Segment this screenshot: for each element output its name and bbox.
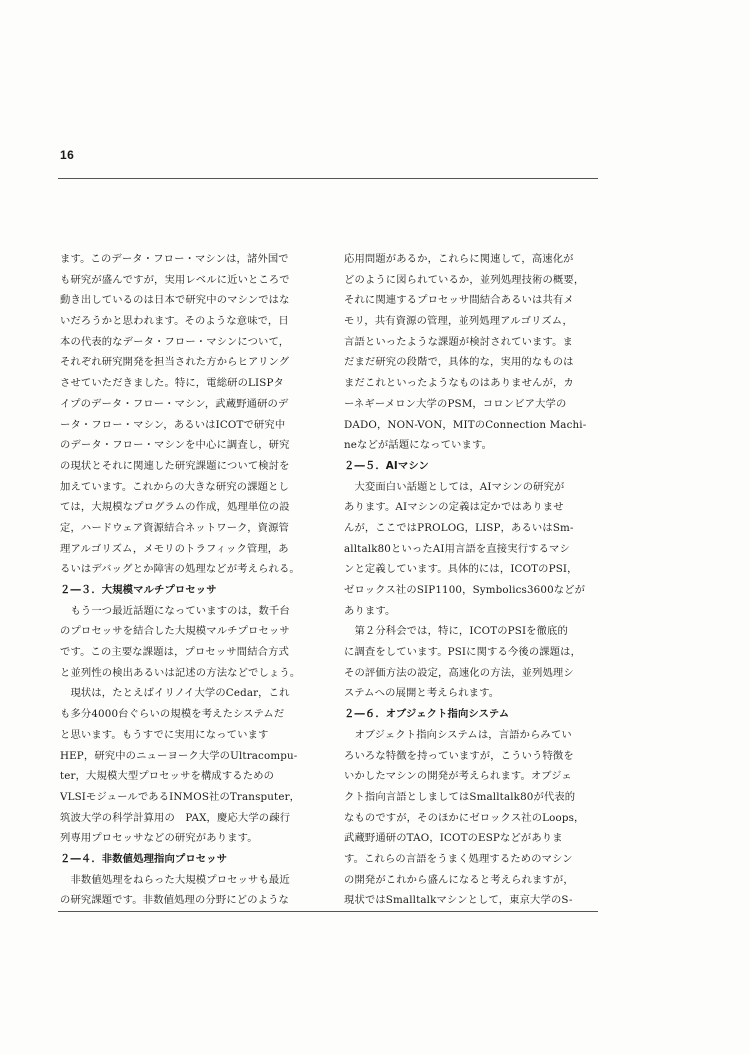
text-line: 非数値処理をねらった大規模プロセッサも最近 <box>60 873 290 886</box>
text-line: あります。AIマシンの定義は定かではありませ <box>344 501 564 514</box>
text-line: の開発がこれから盛んになると考えられますが， <box>344 873 574 886</box>
text-line: alltalk80といったAI用言語を直接実行するマシ <box>344 542 570 555</box>
text-line: 動き出しているのは日本で研究中のマシンではな <box>60 294 290 307</box>
text-line: DADO，NON-VON，MITのConnection Machi- <box>344 418 587 431</box>
header-rule <box>58 178 598 179</box>
text-line: んが，ここではPROLOG，LISP，あるいはSm- <box>344 521 574 534</box>
text-line: 現状は，たとえばイリノイ大学のCedar，これ <box>60 687 290 700</box>
text-line: ーネギーメロン大学のPSM，コロンビア大学の <box>344 397 567 410</box>
text-line: HEP，研究中のニューヨーク大学のUltracompu- <box>60 749 298 762</box>
text-line: だまだ研究の段階で，具体的な，実用的なものは <box>344 356 574 369</box>
text-line: 筑波大学の科学計算用の PAX，慶応大学の疎行 <box>60 811 291 824</box>
page-number: 16 <box>60 148 75 162</box>
text-line: ステムへの展開と考えられます。 <box>344 687 500 700</box>
right-column <box>344 249 606 911</box>
text-line: なものですが，そのほかにゼロックス社のLoops， <box>344 811 585 824</box>
text-line: も多分4000台ぐらいの規模を考えたシステムだ <box>60 708 285 721</box>
text-line: ータ・フロー・マシン，あるいはICOTで研究中 <box>60 418 286 431</box>
text-line: 定，ハードウェア資源結合ネットワーク，資源管 <box>60 521 290 534</box>
section-heading: ２―３．大規模マルチプロセッサ <box>60 584 217 596</box>
text-line: 本の代表的なデータ・フロー・マシンについて， <box>60 335 290 348</box>
text-line: それに関連するプロセッサ間結合あるいは共有メ <box>344 294 574 307</box>
text-line: 応用問題があるか，これらに関連して，高速化が <box>344 253 574 265</box>
text-line: のプロセッサを結合した大規模マルチプロセッサ <box>60 625 290 638</box>
text-line: VLSIモジュールであるINMOS社のTransputer， <box>60 790 301 803</box>
text-line: ろいろな特徴を持っていますが，こういう特徴を <box>344 749 574 762</box>
text-line: いかしたマシンの開発が考えられます。オブジェ <box>344 770 572 783</box>
text-line: のデータ・フロー・マシンを中心に調査し，研究 <box>60 439 290 452</box>
text-line: 加えています。これからの大きな研究の課題とし <box>60 480 290 493</box>
text-line: もう一つ最近話題になっていますのは，数千台 <box>60 604 290 617</box>
text-line: です。この主要な課題は，プロセッサ間結合方式 <box>60 646 290 659</box>
text-line: に調査をしています。PSIに関する今後の課題は， <box>344 646 582 659</box>
text-line: るいはデバッグとか障害の処理などが考えられる。 <box>60 563 300 576</box>
text-line: の研究課題です。非数値処理の分野にどのような <box>60 894 290 907</box>
text-line: オブジェクト指向システムは，言語からみてい <box>344 728 572 741</box>
text-line: 第２分科会では，特に，ICOTのPSIを徹底的 <box>344 625 568 638</box>
text-line: 理アルゴリズム，メモリのトラフィック管理，あ <box>60 542 289 555</box>
left-column <box>60 249 322 911</box>
text-line: 列専用プロセッサなどの研究があります。 <box>60 832 258 845</box>
text-line: 大変面白い話題としては，AIマシンの研究が <box>344 480 565 493</box>
text-line: も研究が盛んですが，実用レベルに近いところで <box>60 273 290 286</box>
text-line: ゼロックス社のSIP1100，Symbolics3600などが <box>344 584 586 596</box>
text-line: それぞれ研究開発を担当された方からヒアリング <box>60 356 290 369</box>
text-line: モリ，共有資源の管理，並列処理アルゴリズム， <box>344 315 574 328</box>
text-line: まだこれといったようなものはありませんが，カ <box>344 377 574 390</box>
text-line: と思います。もうすでに実用になっています <box>60 728 269 741</box>
text-line: あります。 <box>344 604 396 617</box>
text-line: ンと定義しています。具体的には，ICOTのPSI， <box>344 563 578 576</box>
text-line: ては，大規模なプログラムの作成，処理単位の設 <box>60 501 290 514</box>
text-line: の現状とそれに関連した研究課題について検討を <box>60 459 290 472</box>
text-line: ter，大規模大型プロセッサを構成するための <box>60 770 275 783</box>
text-line: させていただきました。特に，電総研のLISPタ <box>60 377 284 390</box>
section-heading: ２―５．AIマシン <box>344 459 429 472</box>
text-line: その評価方法の設定，高速化の方法，並列処理シ <box>344 666 574 679</box>
text-line: イプのデータ・フロー・マシン，武蔵野通研のデ <box>60 397 289 410</box>
section-heading: ２―６．オブジェクト指向システム <box>344 708 510 721</box>
text-line: 武蔵野通研のTAO，ICOTのESPなどがありま <box>344 832 563 845</box>
text-line: 言語といったような課題が検討されています。ま <box>344 335 574 348</box>
text-line: と並列性の検出あるいは記述の方法などでしょう。 <box>60 666 301 679</box>
text-line: 現状ではSmalltalkマシンとして，東京大学のS- <box>344 894 573 907</box>
text-line: ます。このデータ・フロー・マシンは，諸外国で <box>60 253 289 265</box>
text-line: どのように図られているか，並列処理技術の概要， <box>344 273 585 286</box>
text-line: neなどが話題になっています。 <box>344 439 493 452</box>
text-line: す。これらの言語をうまく処理するためのマシン <box>344 852 573 865</box>
text-line: クト指向言語としましてはSmalltalk80が代表的 <box>344 790 576 803</box>
text-line: いだろうかと思われます。そのような意味で，日 <box>60 315 289 328</box>
section-heading: ２―４．非数値処理指向プロセッサ <box>60 852 228 865</box>
footer-rule <box>58 911 598 912</box>
